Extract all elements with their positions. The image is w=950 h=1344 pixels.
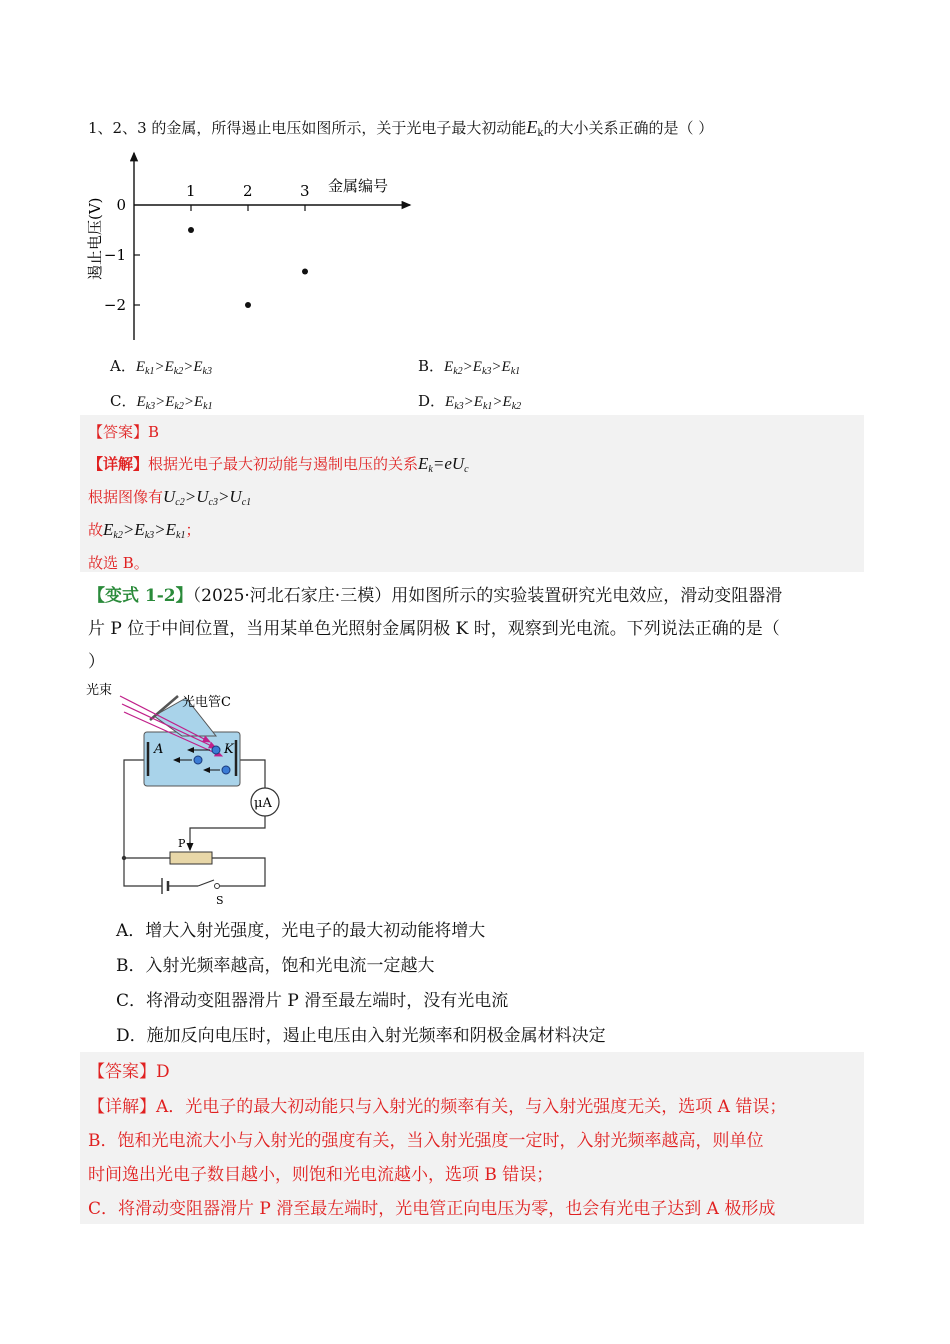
q2-detail-line-3: 时间逸出光电子数目越小，则饱和光电流越小，选项 B 错误； [88,1165,554,1185]
wire-meter-down [190,816,265,848]
q1-option-c[interactable] [110,390,213,412]
q2-detail-tag: 【详解】 [88,1097,156,1117]
electron-1 [212,746,220,754]
y-axis-label: 遏止电压(V) [86,197,104,280]
q1-detail-3 [88,519,201,541]
photocell-body [144,732,240,786]
x-tick-label-3: 3 [300,182,310,200]
q2-answer-value: D [156,1062,170,1082]
q1-option-a-label: A． [110,357,136,375]
q1-detail-2 [88,486,251,508]
data-point-metal-3 [302,269,308,275]
q1-detail-2-formula: $U_{c2}>U_{c3}>U_{c1}$ [163,487,252,508]
y-tick-label-1: −1 [103,246,126,264]
electron-2 [194,756,202,764]
x-tick-label-2: 2 [243,182,253,200]
photoelectric-circuit-diagram [82,680,302,910]
q1-detail-3-formula: $E_{k2}>E_{k3}>E_{k1}$ [103,520,186,541]
q2-stem-line-3: ） [88,652,105,672]
q1-option-b-text: $E_{k2}>E_{k3}>E_{k1}$ [444,359,521,377]
q2-option-d[interactable]: D．施加反向电压时，遏止电压由入射光频率和阴极金属材料决定 [116,1026,606,1046]
x-tick-label-1: 1 [186,182,196,200]
q1-detail-2-text: 根据图像有 [88,488,164,506]
q2-detail-line-4: C．将滑动变阻器滑片 P 滑至最左端时，光电管正向电压为零，也会有光电子达到 A 极形成 [88,1199,776,1219]
q2-detail-line-1 [88,1092,786,1117]
q2-option-b[interactable]: B．入射光频率越高，饱和光电流一定越大 [116,956,435,976]
q1-detail-1-formula: $E_k=eU_c$ [418,454,469,475]
q1-option-a-text: $E_{k1}>E_{k2}>E_{k3}$ [135,359,212,377]
q1-option-b[interactable] [418,355,520,377]
q1-answer [88,421,159,442]
beam-label: 光束 [86,683,113,698]
data-point-metal-1 [188,227,194,233]
q1-stem-prefix: 1、2、3 的金属，所得遏止电压如图所示，关于光电子最大初动能 [88,119,527,137]
q1-stem [88,117,713,139]
y-tick-label-2: −2 [103,296,126,314]
q2-answer [88,1057,170,1082]
q2-detail-line-1-text: A．光电子的最大初动能只与入射光的频率有关，与入射光强度无关，选项 A 错误； [156,1097,787,1117]
tube-label: 光电管C [182,695,231,710]
q1-detail-1-text: 根据光电子最大初动能与遏制电压的关系 [148,455,419,473]
junction-dot [122,856,126,860]
q1-detail-3-text: 故 [88,521,104,539]
q2-source: （2025·河北石家庄·三模） [192,586,392,606]
q1-detail-3-suffix: ； [185,521,201,539]
wire-right [240,760,265,788]
electron-3 [222,766,230,774]
q1-stem-e: E [526,117,538,137]
q1-option-d-label: D． [418,392,446,410]
q1-answer-value: B [148,423,160,441]
q1-detail-tag: 【详解】 [88,455,149,473]
wire-rheostat-right [212,858,265,886]
q1-option-c-text: $E_{k3}>E_{k2}>E_{k1}$ [136,394,213,412]
q2-stem [88,580,858,679]
q2-option-c[interactable]: C．将滑动变阻器滑片 P 滑至最左端时，没有光电流 [116,991,509,1011]
q1-detail-1 [88,453,469,475]
q2-detail-line-2: B．饱和光电流大小与入射光的强度有关，当入射光强度一定时，入射光频率越高，则单位 [88,1131,764,1151]
q1-option-b-label: B． [418,357,445,375]
q1-option-d-text: $E_{k3}>E_{k1}>E_{k2}$ [445,394,522,412]
q2-answer-tag: 【答案】 [88,1062,156,1082]
q2-option-a[interactable]: A．增大入射光强度，光电子的最大初动能将增大 [116,921,486,941]
q1-stem-suffix: 的大小关系正确的是（ ） [543,119,714,137]
y-tick-label-0: 0 [116,196,126,214]
q2-line1-rest: 用如图所示的实验装置研究光电效应，滑动变阻器滑 [391,586,783,606]
switch-lever [198,880,214,886]
q1-stem-sub: k [537,128,544,139]
microammeter-label: μA [254,796,272,811]
cathode-label: K [224,742,234,757]
switch-label: S [216,894,224,907]
anode-label: A [154,742,164,757]
q1-detail-4: 故选 B。 [88,554,149,572]
x-axis-label: 金属编号 [328,177,389,195]
q2-tag: 【变式 1-2】 [88,586,193,606]
q1-option-c-label: C． [110,392,137,410]
q2-stem-line-2: 片 P 位于中间位置，当用某单色光照射金属阴极 K 时，观察到光电流。下列说法正确的是（ [88,619,780,639]
switch-contact [215,884,220,889]
q1-option-d[interactable] [418,390,521,412]
data-point-metal-2 [245,302,251,308]
stopping-voltage-chart [80,145,420,345]
rheostat [170,852,212,864]
q1-answer-tag: 【答案】 [88,423,149,441]
q2-stem-line-1 [88,580,858,613]
q1-option-a[interactable] [110,355,212,377]
slider-label: P [178,837,186,850]
